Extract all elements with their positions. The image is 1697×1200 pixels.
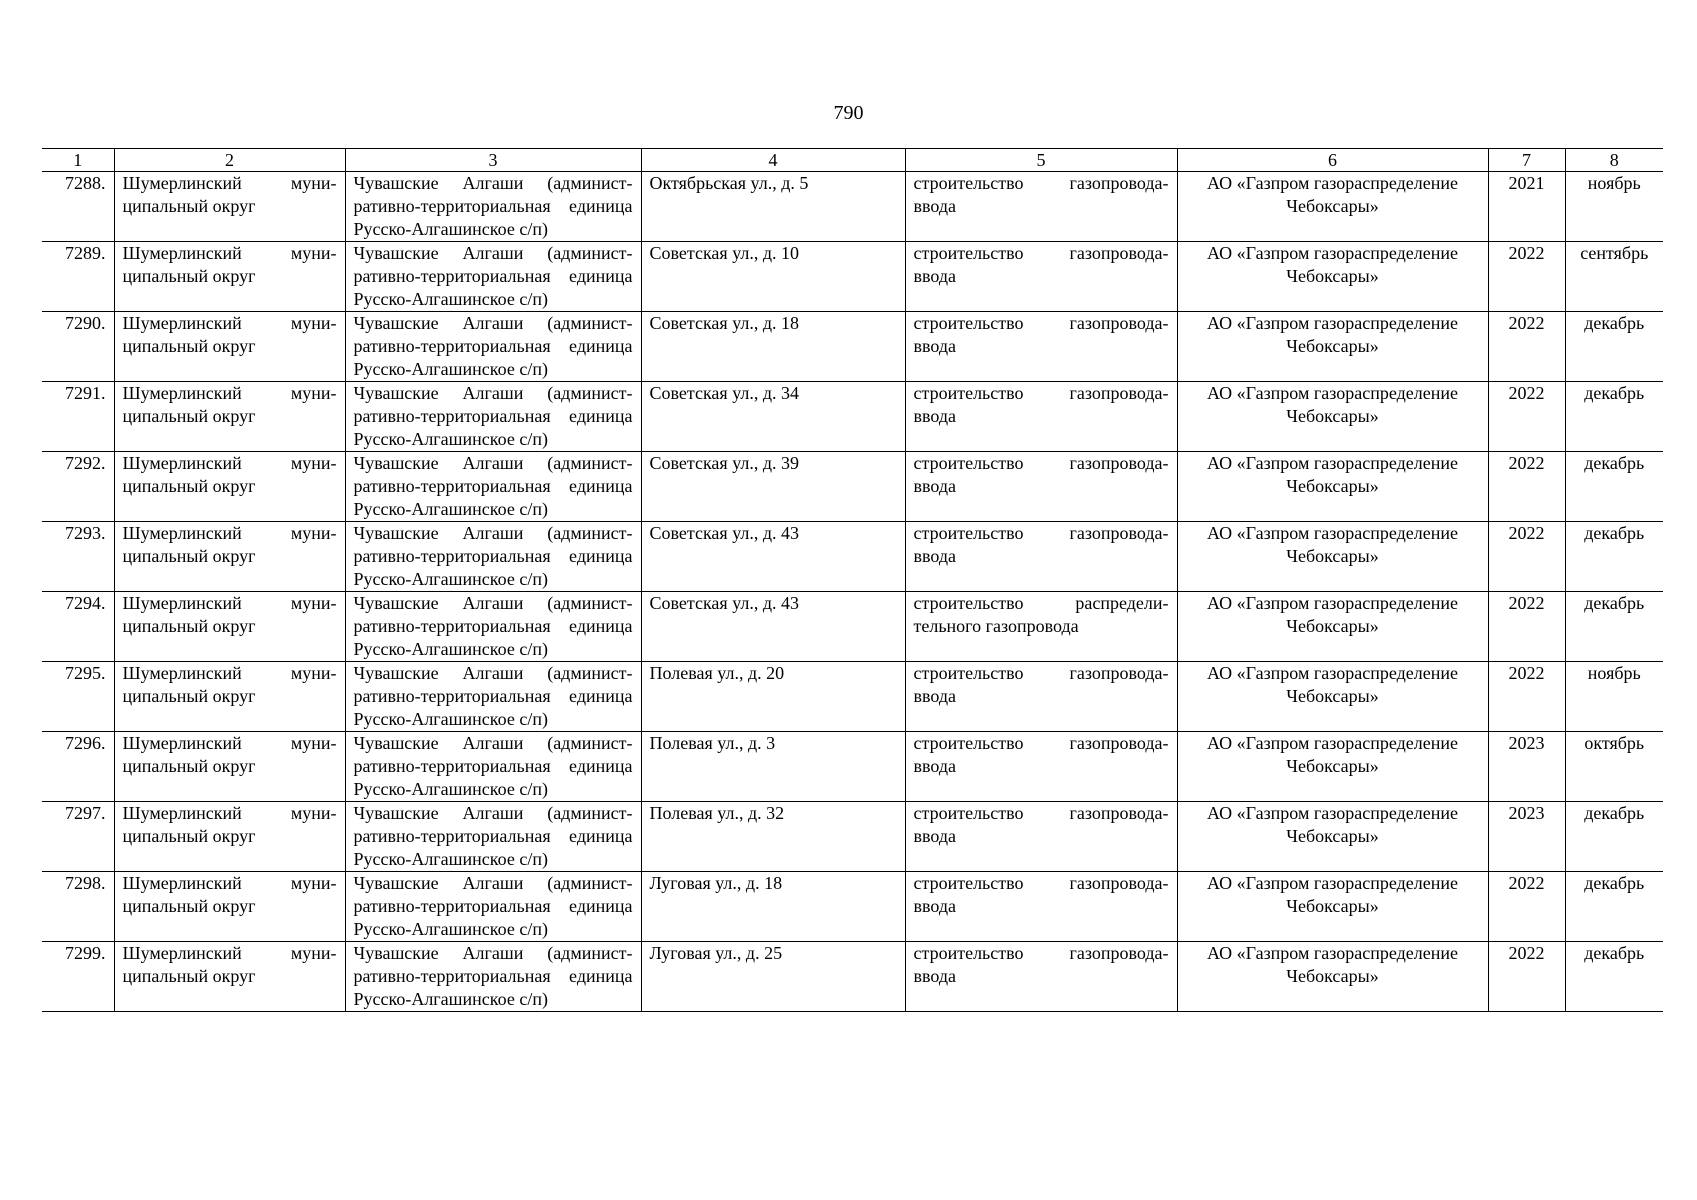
table-row bbox=[42, 802, 1663, 872]
work-type-cell: строительство газопровода-ввода bbox=[905, 172, 1177, 242]
year-cell: 2023 bbox=[1488, 732, 1565, 802]
table-row bbox=[42, 382, 1663, 452]
address-cell: Полевая ул., д. 20 bbox=[641, 662, 905, 732]
column-header: 7 bbox=[1488, 149, 1565, 172]
year-cell: 2022 bbox=[1488, 312, 1565, 382]
month-cell: декабрь bbox=[1565, 872, 1663, 942]
district-cell: Шумерлинский муниципальный округ bbox=[114, 452, 345, 522]
data-table bbox=[42, 148, 1663, 1012]
address-cell: Советская ул., д. 18 bbox=[641, 312, 905, 382]
address-cell: Октябрьская ул., д. 5 bbox=[641, 172, 905, 242]
organization-line: Чебоксары» bbox=[1286, 616, 1379, 636]
locality-cell: Чувашские Алгаши (административно-территориальная единица Русско-Алгашинское с/п) bbox=[345, 382, 641, 452]
column-header: 2 bbox=[114, 149, 345, 172]
month-cell: декабрь bbox=[1565, 802, 1663, 872]
locality-cell: Чувашские Алгаши (административно-территориальная единица Русско-Алгашинское с/п) bbox=[345, 312, 641, 382]
column-header: 5 bbox=[905, 149, 1177, 172]
district-cell: Шумерлинский муниципальный округ bbox=[114, 312, 345, 382]
organization-cell bbox=[1177, 382, 1488, 452]
organization-cell bbox=[1177, 942, 1488, 1012]
locality-cell: Чувашские Алгаши (административно-территориальная единица Русско-Алгашинское с/п) bbox=[345, 452, 641, 522]
organization-line: АО «Газпром газораспределение bbox=[1207, 663, 1458, 683]
month-cell: декабрь bbox=[1565, 312, 1663, 382]
work-type-cell: строительство газопровода-ввода bbox=[905, 382, 1177, 452]
organization-line: Чебоксары» bbox=[1286, 756, 1379, 776]
address-cell: Советская ул., д. 10 bbox=[641, 242, 905, 312]
organization-cell bbox=[1177, 242, 1488, 312]
locality-cell: Чувашские Алгаши (административно-территориальная единица Русско-Алгашинское с/п) bbox=[345, 242, 641, 312]
address-cell: Луговая ул., д. 18 bbox=[641, 872, 905, 942]
column-header: 4 bbox=[641, 149, 905, 172]
organization-cell bbox=[1177, 172, 1488, 242]
row-number-cell: 7289. bbox=[42, 242, 114, 312]
address-cell: Луговая ул., д. 25 bbox=[641, 942, 905, 1012]
table-row bbox=[42, 732, 1663, 802]
organization-line: Чебоксары» bbox=[1286, 966, 1379, 986]
column-header: 8 bbox=[1565, 149, 1663, 172]
month-cell: ноябрь bbox=[1565, 662, 1663, 732]
column-header: 3 bbox=[345, 149, 641, 172]
organization-line: АО «Газпром газораспределение bbox=[1207, 733, 1458, 753]
address-cell: Советская ул., д. 43 bbox=[641, 522, 905, 592]
organization-line: АО «Газпром газораспределение bbox=[1207, 383, 1458, 403]
work-type-cell: строительство газопровода-ввода bbox=[905, 802, 1177, 872]
organization-line: Чебоксары» bbox=[1286, 546, 1379, 566]
address-cell: Советская ул., д. 39 bbox=[641, 452, 905, 522]
organization-line: АО «Газпром газораспределение bbox=[1207, 873, 1458, 893]
organization-cell bbox=[1177, 732, 1488, 802]
row-number-cell: 7295. bbox=[42, 662, 114, 732]
organization-line: АО «Газпром газораспределение bbox=[1207, 803, 1458, 823]
organization-line: Чебоксары» bbox=[1286, 336, 1379, 356]
address-cell: Советская ул., д. 34 bbox=[641, 382, 905, 452]
organization-line: АО «Газпром газораспределение bbox=[1207, 523, 1458, 543]
year-cell: 2022 bbox=[1488, 242, 1565, 312]
district-cell: Шумерлинский муниципальный округ bbox=[114, 592, 345, 662]
district-cell: Шумерлинский муниципальный округ bbox=[114, 732, 345, 802]
organization-line: АО «Газпром газораспределение bbox=[1207, 943, 1458, 963]
organization-line: Чебоксары» bbox=[1286, 896, 1379, 916]
organization-cell bbox=[1177, 802, 1488, 872]
work-type-cell: строительство газопровода-ввода bbox=[905, 522, 1177, 592]
row-number-cell: 7294. bbox=[42, 592, 114, 662]
organization-line: Чебоксары» bbox=[1286, 686, 1379, 706]
locality-cell: Чувашские Алгаши (административно-территориальная единица Русско-Алгашинское с/п) bbox=[345, 872, 641, 942]
year-cell: 2022 bbox=[1488, 522, 1565, 592]
district-cell: Шумерлинский муниципальный округ bbox=[114, 382, 345, 452]
work-type-cell: строительство распределительного газопровода bbox=[905, 592, 1177, 662]
month-cell: декабрь bbox=[1565, 942, 1663, 1012]
work-type-cell: строительство газопровода-ввода bbox=[905, 312, 1177, 382]
work-type-cell: строительство газопровода-ввода bbox=[905, 942, 1177, 1012]
year-cell: 2022 bbox=[1488, 662, 1565, 732]
column-header: 1 bbox=[42, 149, 114, 172]
column-header: 6 bbox=[1177, 149, 1488, 172]
district-cell: Шумерлинский муниципальный округ bbox=[114, 172, 345, 242]
work-type-cell: строительство газопровода-ввода bbox=[905, 872, 1177, 942]
district-cell: Шумерлинский муниципальный округ bbox=[114, 662, 345, 732]
table-row bbox=[42, 312, 1663, 382]
organization-line: Чебоксары» bbox=[1286, 266, 1379, 286]
locality-cell: Чувашские Алгаши (административно-территориальная единица Русско-Алгашинское с/п) bbox=[345, 592, 641, 662]
table-row bbox=[42, 592, 1663, 662]
organization-line: АО «Газпром газораспределение bbox=[1207, 173, 1458, 193]
organization-line: АО «Газпром газораспределение bbox=[1207, 593, 1458, 613]
row-number-cell: 7299. bbox=[42, 942, 114, 1012]
work-type-cell: строительство газопровода-ввода bbox=[905, 732, 1177, 802]
table-row bbox=[42, 872, 1663, 942]
month-cell: декабрь bbox=[1565, 522, 1663, 592]
locality-cell: Чувашские Алгаши (административно-территориальная единица Русско-Алгашинское с/п) bbox=[345, 172, 641, 242]
organization-line: Чебоксары» bbox=[1286, 406, 1379, 426]
locality-cell: Чувашские Алгаши (административно-территориальная единица Русско-Алгашинское с/п) bbox=[345, 522, 641, 592]
table-row bbox=[42, 942, 1663, 1012]
row-number-cell: 7291. bbox=[42, 382, 114, 452]
district-cell: Шумерлинский муниципальный округ bbox=[114, 522, 345, 592]
month-cell: ноябрь bbox=[1565, 172, 1663, 242]
locality-cell: Чувашские Алгаши (административно-территориальная единица Русско-Алгашинское с/п) bbox=[345, 732, 641, 802]
table-row bbox=[42, 662, 1663, 732]
month-cell: декабрь bbox=[1565, 592, 1663, 662]
organization-cell bbox=[1177, 592, 1488, 662]
organization-line: Чебоксары» bbox=[1286, 476, 1379, 496]
work-type-cell: строительство газопровода-ввода bbox=[905, 242, 1177, 312]
month-cell: октябрь bbox=[1565, 732, 1663, 802]
organization-line: АО «Газпром газораспределение bbox=[1207, 243, 1458, 263]
organization-cell bbox=[1177, 522, 1488, 592]
table-row bbox=[42, 242, 1663, 312]
organization-cell bbox=[1177, 452, 1488, 522]
month-cell: декабрь bbox=[1565, 452, 1663, 522]
row-number-cell: 7298. bbox=[42, 872, 114, 942]
organization-cell bbox=[1177, 872, 1488, 942]
year-cell: 2022 bbox=[1488, 382, 1565, 452]
table-row bbox=[42, 172, 1663, 242]
year-cell: 2022 bbox=[1488, 452, 1565, 522]
table-row bbox=[42, 452, 1663, 522]
organization-line: Чебоксары» bbox=[1286, 826, 1379, 846]
organization-cell bbox=[1177, 312, 1488, 382]
year-cell: 2022 bbox=[1488, 942, 1565, 1012]
address-cell: Полевая ул., д. 32 bbox=[641, 802, 905, 872]
row-number-cell: 7290. bbox=[42, 312, 114, 382]
district-cell: Шумерлинский муниципальный округ bbox=[114, 942, 345, 1012]
row-number-cell: 7296. bbox=[42, 732, 114, 802]
month-cell: сентябрь bbox=[1565, 242, 1663, 312]
locality-cell: Чувашские Алгаши (административно-территориальная единица Русско-Алгашинское с/п) bbox=[345, 802, 641, 872]
organization-line: Чебоксары» bbox=[1286, 196, 1379, 216]
district-cell: Шумерлинский муниципальный округ bbox=[114, 802, 345, 872]
year-cell: 2022 bbox=[1488, 592, 1565, 662]
organization-line: АО «Газпром газораспределение bbox=[1207, 453, 1458, 473]
district-cell: Шумерлинский муниципальный округ bbox=[114, 242, 345, 312]
table-row bbox=[42, 522, 1663, 592]
row-number-cell: 7297. bbox=[42, 802, 114, 872]
work-type-cell: строительство газопровода-ввода bbox=[905, 662, 1177, 732]
work-type-cell: строительство газопровода-ввода bbox=[905, 452, 1177, 522]
locality-cell: Чувашские Алгаши (административно-территориальная единица Русско-Алгашинское с/п) bbox=[345, 942, 641, 1012]
year-cell: 2023 bbox=[1488, 802, 1565, 872]
organization-line: АО «Газпром газораспределение bbox=[1207, 313, 1458, 333]
year-cell: 2021 bbox=[1488, 172, 1565, 242]
address-cell: Советская ул., д. 43 bbox=[641, 592, 905, 662]
address-cell: Полевая ул., д. 3 bbox=[641, 732, 905, 802]
organization-cell bbox=[1177, 662, 1488, 732]
row-number-cell: 7293. bbox=[42, 522, 114, 592]
month-cell: декабрь bbox=[1565, 382, 1663, 452]
locality-cell: Чувашские Алгаши (административно-территориальная единица Русско-Алгашинское с/п) bbox=[345, 662, 641, 732]
row-number-cell: 7288. bbox=[42, 172, 114, 242]
table-body bbox=[42, 172, 1663, 1012]
page-number: 790 bbox=[833, 102, 864, 124]
year-cell: 2022 bbox=[1488, 872, 1565, 942]
header-row bbox=[42, 149, 1663, 172]
row-number-cell: 7292. bbox=[42, 452, 114, 522]
district-cell: Шумерлинский муниципальный округ bbox=[114, 872, 345, 942]
